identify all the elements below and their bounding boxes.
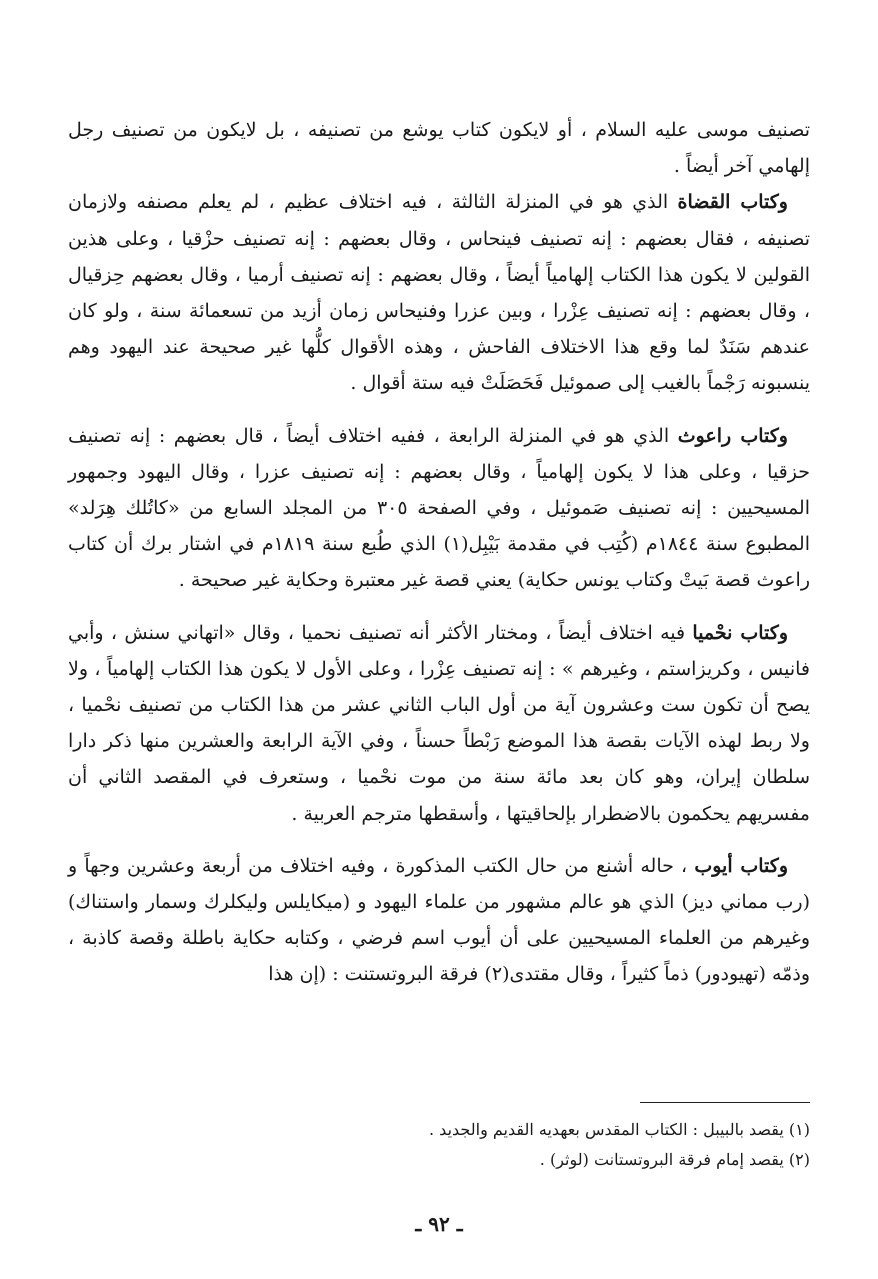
- paragraph-text: ، حاله أشنع من حال الكتب المذكورة ، وفيه اختلاف من أربعة وعشرين وجهاً و (رب مماني ديز) الذي هو عالم مشهور من علماء اليهود و (ميكايلس وليكلرك وسمار واستناك) وغيرهم من العلماء المسيحيين على أن أيوب اسم فرضي ، وكتابه حكاية باطلة وقصة كاذبة ، وذمّه (تهيودور) ذماً كثيراً ، وقال مقتدى(٢) فرقة البروتستنت : (إن هذا: [68, 854, 810, 986]
- footnotes: [68, 1115, 810, 1175]
- footnote-2: (٢) يقصد إمام فرقة البروتستانت (لوثر) .: [539, 1150, 810, 1169]
- page-number: ـ ٩٢ ـ: [415, 1212, 463, 1236]
- paragraph-lead: وكتاب أيوب: [694, 854, 789, 877]
- paragraph-lead: وكتاب القضاة: [677, 191, 788, 214]
- paragraph-text: فيه اختلاف أيضاً ، ومختار الأكثر أنه تصنيف نحميا ، وقال «اتهاني سنش ، وأبي فانيس ، وكريزاستم ، وغيرهم » : إنه تصنيف عِزْرا ، وعلى الأول لا يكون هذا الكتاب إلهامياً ، ولا يصح أن تكون ست وعشرون آية من أول الباب الثاني عشر من هذا الكتاب من تصنيف نحْميا ، ولا ربط لهذه الآيات بقصة هذا الموضع رَبْطاً حسناً ، وفي الآية الرابعة والعشرين منها ذكر دارا سلطان إيران، وهو كان بعد مائة سنة من موت نحْميا ، وستعرف في المقصد الثاني أن مفسريهم يحكمون بالاضطرار بإلحاقيتها ، وأسقطها مترجم العربية .: [68, 621, 810, 825]
- body-text: [68, 112, 810, 993]
- paragraph-ruth: [68, 418, 810, 599]
- paragraph-text: الذي هو في المنزلة الرابعة ، ففيه اختلاف أيضاً ، قال بعضهم : إنه تصنيف حزقيا ، وعلى هذا لا يكون إلهامياً ، وقال بعضهم : إنه تصنيف عزرا ، وقال اليهود وجمهور المسيحيين : إنه تصنيف صَموئيل ، وفي الصفحة ٣٠٥ من المجلد السابع من «كاتُلك هِرَلد» المطبوع سنة ١٨٤٤م (كُتِب في مقدمة بَيْبِل(١) الذي طُبع سنة ١٨١٩م في اشتار برك أن كتاب راعوث قصة بَيتْ وكتاب يونس حكاية) يعني قصة غير معتبرة وحكاية غير صحيحة .: [68, 424, 810, 592]
- footnote-divider: [640, 1102, 810, 1103]
- paragraph-text: تصنيف موسى عليه السلام ، أو لايكون كتاب يوشع من تصنيفه ، بل لايكون من تصنيف رجل إلهامي آخر أيضاً .: [68, 119, 810, 178]
- footnote-1: (١) يقصد بالبيبل : الكتاب المقدس بعهديه القديم والجديد .: [429, 1120, 810, 1139]
- book-page: [68, 112, 810, 1262]
- paragraph-nehemiah: [68, 615, 810, 832]
- paragraph-job: [68, 848, 810, 993]
- paragraph-text: الذي هو في المنزلة الثالثة ، فيه اختلاف عظيم ، لم يعلم مصنفه ولازمان تصنيفه ، فقال بعضهم : إنه تصنيف فينحاس ، وقال بعضهم : إنه تصنيف حزْقيا ، وعلى هذين القولين لا يكون هذا الكتاب إلهامياً أيضاً ، وقال بعضهم : إنه تصنيف أرميا ، وقال بعضهم حِزقيال ، وقال بعضهم : إنه تصنيف عِزْرا ، وبين عزرا وفنيحاس زمان أزيد من تسعمائة سنة ، ولو كان عندهم سَنَدٌ لما وقع هذا الاختلاف الفاحش ، وهذه الأقوال كلُّها غير صحيحة عند اليهود وهم ينسبونه رَجْماً بالغيب إلى صموئيل فَحَصَلَتْ فيه ستة أقوال .: [68, 191, 810, 395]
- paragraph-continuation: [68, 112, 810, 184]
- paragraph-judges: [68, 184, 810, 401]
- paragraph-lead: وكتاب راعوث: [677, 424, 788, 447]
- paragraph-lead: وكتاب نحْميا: [692, 621, 788, 644]
